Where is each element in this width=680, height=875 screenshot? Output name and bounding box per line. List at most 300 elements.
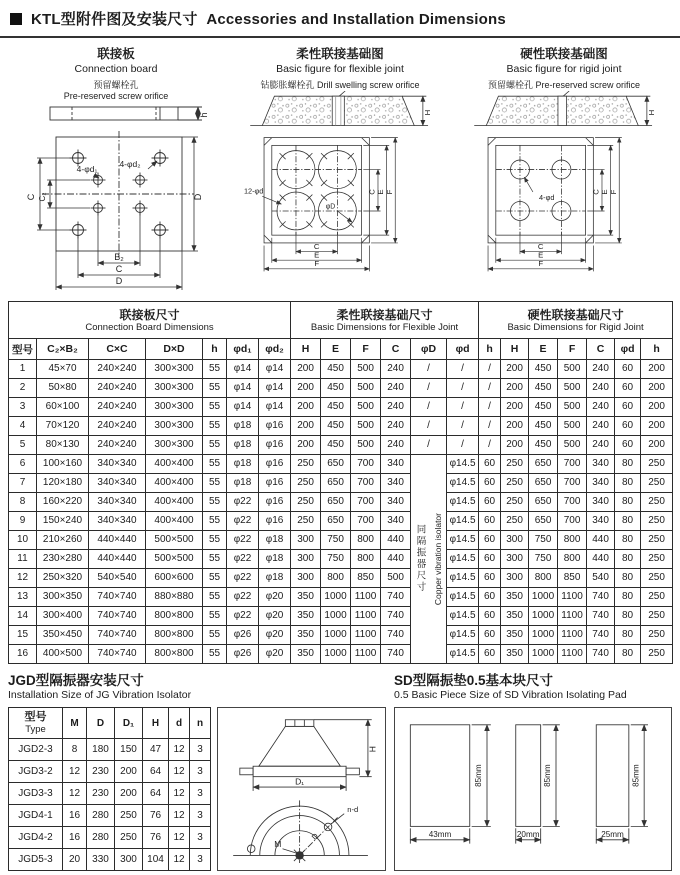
table-cell: / — [479, 360, 501, 379]
holes-label: 12-φd — [243, 186, 264, 196]
page-title-cn: KTL型附件图及安装尺寸 — [31, 11, 198, 28]
table-cell: 8 — [9, 493, 37, 512]
table-cell: / — [411, 398, 447, 417]
table-cell: 500 — [351, 360, 381, 379]
table-cell: φ22 — [227, 607, 259, 626]
note-en: Pre-reserved screw orifice — [535, 80, 641, 90]
table-cell: 80 — [615, 493, 641, 512]
table-cell: 800×800 — [146, 607, 203, 626]
table-cell: 250 — [641, 512, 673, 531]
phi-d-label: φD — [325, 203, 336, 211]
table-cell: 700 — [351, 455, 381, 474]
diagram-flexible-joint — [228, 44, 452, 297]
table-cell: 440×440 — [89, 531, 146, 550]
table-cell: 55 — [203, 645, 227, 664]
table-cell: 55 — [203, 417, 227, 436]
table-cell: 60 — [479, 512, 501, 531]
table-cell: 350 — [501, 645, 529, 664]
table-cell: 64 — [143, 783, 169, 805]
page-header — [0, 0, 680, 33]
table-cell: 1000 — [529, 645, 558, 664]
table-cell: 850 — [351, 569, 381, 588]
table-cell: 200 — [291, 398, 321, 417]
column-header: C×C — [89, 339, 146, 360]
table-cell: 160×220 — [37, 493, 89, 512]
dim-label-c-bottom: C — [313, 241, 320, 251]
column-header: φd₂ — [259, 339, 291, 360]
table-cell: φ14.5 — [447, 645, 479, 664]
jgd-header-row — [9, 708, 211, 739]
table-cell: 240 — [381, 379, 411, 398]
sd-pad2-height-label: 85mm — [543, 764, 553, 787]
holes-label-inner: 4-φd₁ — [76, 164, 98, 174]
table-cell: 340×340 — [89, 512, 146, 531]
table-cell: φ20 — [259, 645, 291, 664]
table-row — [9, 379, 673, 398]
table-cell: 440 — [381, 531, 411, 550]
table-cell: φ14.5 — [447, 550, 479, 569]
table-cell: 240×240 — [89, 417, 146, 436]
table-cell: 250 — [641, 474, 673, 493]
table-cell: 60 — [479, 493, 501, 512]
table-cell: 600×600 — [146, 569, 203, 588]
table-cell: 700 — [351, 493, 381, 512]
note-en: Pre-reserved screw orifice — [63, 91, 169, 101]
note-en: Drill swelling screw orifice — [317, 80, 420, 90]
table-cell: 180 — [87, 739, 115, 761]
table-cell: φ16 — [259, 493, 291, 512]
table-row — [9, 645, 673, 664]
table-cell: 450 — [321, 379, 351, 398]
table-cell: φ14.5 — [447, 493, 479, 512]
table-cell: φ20 — [259, 626, 291, 645]
jgd-column-header: d — [169, 708, 190, 739]
diagram-title-cn: 联接板 — [97, 47, 135, 61]
column-header: 型号 — [9, 339, 37, 360]
table-cell: φ16 — [259, 436, 291, 455]
table-row — [9, 783, 211, 805]
table-cell: φ14.5 — [447, 626, 479, 645]
table-cell: 60 — [479, 569, 501, 588]
table-cell: 80 — [615, 512, 641, 531]
table-cell: / — [411, 436, 447, 455]
column-header: h — [479, 339, 501, 360]
table-cell: 440 — [587, 550, 615, 569]
jgd-section — [8, 672, 386, 871]
main-table-body — [9, 360, 673, 664]
table-cell: 16 — [63, 805, 87, 827]
table-cell: φ14.5 — [447, 588, 479, 607]
table-cell: 1000 — [321, 588, 351, 607]
table-cell: 300 — [115, 849, 143, 871]
table-cell: φ14.5 — [447, 607, 479, 626]
table-cell: 450 — [529, 398, 558, 417]
table-cell: / — [447, 436, 479, 455]
table-cell: φ16 — [259, 512, 291, 531]
page-title — [31, 8, 506, 29]
table-cell: 300×300 — [146, 379, 203, 398]
table-cell: 850 — [558, 569, 587, 588]
table-cell: 340 — [587, 493, 615, 512]
table-cell: 740 — [587, 626, 615, 645]
sd-diagram-box — [394, 707, 672, 871]
table-cell: 500 — [351, 436, 381, 455]
table-cell: φ16 — [259, 455, 291, 474]
table-cell: 450 — [321, 398, 351, 417]
dim-label-h: h — [199, 112, 209, 118]
table-cell: 400×400 — [146, 474, 203, 493]
table-cell: 500 — [351, 398, 381, 417]
table-cell: 80 — [615, 588, 641, 607]
dim-label-e: E — [600, 189, 610, 195]
dim-label-c: C — [367, 189, 377, 195]
table-cell: φ26 — [227, 626, 259, 645]
table-cell: 240 — [587, 417, 615, 436]
table-cell: φ14.5 — [447, 531, 479, 550]
table-cell: / — [479, 417, 501, 436]
dim-label-c: C — [26, 193, 36, 201]
note-cn: 预留螺栓孔 — [93, 80, 139, 90]
table-cell: 55 — [203, 569, 227, 588]
table-cell: 350 — [291, 626, 321, 645]
table-cell: 200 — [501, 436, 529, 455]
table-cell: φ14 — [227, 379, 259, 398]
table-cell: 650 — [321, 512, 351, 531]
table-cell: 740 — [587, 607, 615, 626]
table-cell: φ22 — [227, 569, 259, 588]
table-cell: 7 — [9, 474, 37, 493]
table-cell: / — [447, 398, 479, 417]
table-cell: 280 — [87, 827, 115, 849]
table-cell: 300×300 — [146, 417, 203, 436]
table-cell: 340 — [587, 512, 615, 531]
column-header: D×D — [146, 339, 203, 360]
column-header: E — [529, 339, 558, 360]
table-cell: 250 — [641, 626, 673, 645]
diagram-connection-board — [4, 44, 228, 297]
table-cell: 12 — [169, 739, 190, 761]
table-cell: 80×130 — [37, 436, 89, 455]
group-header-row — [9, 302, 673, 339]
table-cell: 60 — [479, 474, 501, 493]
column-header: h — [641, 339, 673, 360]
table-cell: 740×740 — [89, 645, 146, 664]
table-cell: 80 — [615, 569, 641, 588]
table-cell: 4 — [9, 417, 37, 436]
table-cell: 240 — [381, 436, 411, 455]
table-cell: 440 — [587, 531, 615, 550]
table-cell: 3 — [190, 783, 211, 805]
table-cell: 700 — [558, 474, 587, 493]
table-cell: 740×740 — [89, 607, 146, 626]
table-cell: 400×400 — [146, 512, 203, 531]
sd-title-en: 0.5 Basic Piece Size of SD Vibration Isolating Pad — [394, 689, 627, 701]
table-cell: 1100 — [558, 626, 587, 645]
table-cell: 1100 — [558, 588, 587, 607]
table-cell: φ22 — [227, 531, 259, 550]
table-cell: 740 — [381, 607, 411, 626]
table-cell: 80 — [615, 607, 641, 626]
table-cell: 250 — [501, 474, 529, 493]
table-cell: φ18 — [227, 417, 259, 436]
table-cell: 750 — [321, 531, 351, 550]
table-row — [9, 569, 673, 588]
table-cell: 440×440 — [89, 550, 146, 569]
table-cell: / — [447, 379, 479, 398]
table-cell: 800×800 — [146, 645, 203, 664]
table-cell: φ18 — [259, 550, 291, 569]
diagram-title-en: Basic figure for rigid joint — [506, 63, 622, 75]
bottom-section — [0, 664, 680, 871]
table-cell: 200 — [641, 417, 673, 436]
table-cell: 700 — [351, 512, 381, 531]
sd-pad3-height-label: 85mm — [631, 764, 641, 787]
diagram-title-en: Basic figure for flexible joint — [276, 63, 404, 75]
table-cell: 650 — [529, 512, 558, 531]
table-cell: 240 — [381, 398, 411, 417]
table-cell: 750 — [529, 550, 558, 569]
table-cell: 10 — [9, 531, 37, 550]
table-cell: 500 — [558, 398, 587, 417]
table-cell: 650 — [321, 455, 351, 474]
table-cell: 250 — [115, 827, 143, 849]
table-cell: 1100 — [351, 645, 381, 664]
table-row — [9, 849, 211, 871]
table-cell: 55 — [203, 493, 227, 512]
table-row — [9, 531, 673, 550]
table-cell: φ26 — [227, 645, 259, 664]
table-cell: 250 — [501, 455, 529, 474]
table-cell: 50×80 — [37, 379, 89, 398]
table-cell: 200 — [501, 398, 529, 417]
table-cell: / — [479, 436, 501, 455]
table-cell: 240×240 — [89, 436, 146, 455]
table-cell: 12 — [9, 569, 37, 588]
table-cell: 750 — [321, 550, 351, 569]
column-header-row — [9, 339, 673, 360]
table-cell: 450 — [321, 436, 351, 455]
table-cell: 400×400 — [146, 493, 203, 512]
table-cell: 400×500 — [37, 645, 89, 664]
table-cell: 250 — [641, 607, 673, 626]
diagram-title-en: Connection board — [74, 63, 158, 75]
table-cell: 1000 — [321, 607, 351, 626]
table-cell: 500 — [558, 417, 587, 436]
sd-pad1-width-label: 43mm — [428, 829, 452, 839]
jgd-column-header: D₁ — [115, 708, 143, 739]
table-cell: 1100 — [351, 588, 381, 607]
table-cell: 350×450 — [37, 626, 89, 645]
table-cell: 1100 — [558, 645, 587, 664]
table-cell: 3 — [190, 739, 211, 761]
table-cell: 500 — [381, 569, 411, 588]
dim-label-c-bottom: C — [537, 241, 544, 251]
table-cell: 55 — [203, 455, 227, 474]
table-cell: 104 — [143, 849, 169, 871]
table-cell: φ18 — [259, 569, 291, 588]
table-cell: 300 — [501, 569, 529, 588]
table-cell: 350 — [291, 588, 321, 607]
table-cell: 650 — [321, 474, 351, 493]
table-cell: 1000 — [529, 607, 558, 626]
table-cell: 500 — [558, 360, 587, 379]
table-cell: 60 — [615, 436, 641, 455]
table-cell: 300 — [501, 531, 529, 550]
table-cell: 9 — [9, 512, 37, 531]
table-cell: 740 — [587, 645, 615, 664]
diagram-title-cn: 柔性联接基础图 — [296, 47, 384, 61]
dim-label-f-bottom: F — [538, 259, 544, 269]
table-cell: / — [447, 360, 479, 379]
table-cell: 240 — [587, 360, 615, 379]
table-cell: 80 — [615, 550, 641, 569]
table-cell: 340 — [587, 474, 615, 493]
column-header: F — [351, 339, 381, 360]
table-cell: φ22 — [227, 588, 259, 607]
dim-label-h: H — [422, 109, 432, 116]
table-cell: 450 — [529, 417, 558, 436]
table-cell: 300×300 — [146, 360, 203, 379]
table-row — [9, 827, 211, 849]
table-cell: 740 — [381, 588, 411, 607]
table-cell: 55 — [203, 626, 227, 645]
table-cell: / — [479, 379, 501, 398]
table-cell: φ22 — [227, 512, 259, 531]
dimensions-table — [8, 301, 673, 664]
diagram-strip — [0, 44, 680, 297]
table-cell: 60 — [479, 626, 501, 645]
table-cell: 200 — [501, 360, 529, 379]
table-cell: 1000 — [529, 588, 558, 607]
table-cell: 500×500 — [146, 531, 203, 550]
jgd-dim-h: H — [367, 746, 378, 753]
column-header: C — [587, 339, 615, 360]
table-cell: 200 — [291, 379, 321, 398]
table-cell: 16 — [63, 827, 87, 849]
table-row — [9, 436, 673, 455]
table-cell: 650 — [529, 493, 558, 512]
table-cell: 8 — [63, 739, 87, 761]
table-cell: JGD4-2 — [9, 827, 63, 849]
table-cell: JGD3-3 — [9, 783, 63, 805]
table-cell: φ14.5 — [447, 455, 479, 474]
table-cell: 3 — [190, 827, 211, 849]
table-cell: 300×300 — [146, 436, 203, 455]
table-cell: 350 — [501, 588, 529, 607]
dim-label-d: D — [193, 193, 203, 201]
jgd-title-cn: JGD型隔振器安装尺寸 — [8, 673, 144, 688]
column-header: φd — [615, 339, 641, 360]
table-cell: 800×800 — [146, 626, 203, 645]
table-cell: 340 — [587, 455, 615, 474]
column-header: φd₁ — [227, 339, 259, 360]
table-cell: 250 — [641, 531, 673, 550]
table-cell: 450 — [321, 417, 351, 436]
jgd-diagram-box — [217, 707, 386, 871]
table-cell: 800 — [321, 569, 351, 588]
table-cell: 55 — [203, 531, 227, 550]
table-cell: / — [411, 417, 447, 436]
table-cell: 11 — [9, 550, 37, 569]
jgd-type-header: 型号 Type — [9, 708, 63, 739]
table-row — [9, 550, 673, 569]
table-cell: 700 — [558, 512, 587, 531]
jgd-column-header: n — [190, 708, 211, 739]
table-cell: 6 — [9, 455, 37, 474]
table-cell: 12 — [169, 849, 190, 871]
dim-label-c-bottom: C — [115, 264, 123, 274]
column-header: C — [381, 339, 411, 360]
table-cell: φ14 — [227, 360, 259, 379]
table-cell: 300 — [291, 550, 321, 569]
table-cell: 76 — [143, 827, 169, 849]
table-cell: 240×240 — [89, 398, 146, 417]
table-cell: 450 — [321, 360, 351, 379]
table-cell: 350 — [501, 607, 529, 626]
table-cell: 650 — [529, 455, 558, 474]
table-cell: 60 — [615, 379, 641, 398]
table-cell: φ14 — [259, 398, 291, 417]
table-cell: 250 — [641, 645, 673, 664]
table-cell: 12 — [169, 761, 190, 783]
table-row — [9, 512, 673, 531]
table-cell: 340×340 — [89, 474, 146, 493]
table-cell: 650 — [321, 493, 351, 512]
table-cell: 5 — [9, 436, 37, 455]
table-cell: 3 — [190, 761, 211, 783]
table-cell: 440 — [381, 550, 411, 569]
table-cell: 12 — [169, 805, 190, 827]
note-cn: 预留螺栓孔 — [487, 80, 533, 90]
table-row — [9, 493, 673, 512]
table-cell: φ14.5 — [447, 474, 479, 493]
table-cell: 45×70 — [37, 360, 89, 379]
table-cell: 55 — [203, 360, 227, 379]
group-header-board: 联接板尺寸 Connection Board Dimensions — [9, 302, 291, 339]
column-header: φd — [447, 339, 479, 360]
table-cell: 60×100 — [37, 398, 89, 417]
table-cell: φ14 — [227, 398, 259, 417]
table-cell: 60 — [615, 398, 641, 417]
table-row — [9, 761, 211, 783]
column-header: H — [501, 339, 529, 360]
table-cell: φ16 — [259, 474, 291, 493]
table-cell: 300 — [501, 550, 529, 569]
dim-label-b2: B₂ — [114, 252, 124, 262]
jgd-dim-nd: n-d — [347, 804, 359, 814]
table-cell: φ22 — [227, 550, 259, 569]
table-cell: 340 — [381, 474, 411, 493]
table-cell: 250 — [291, 455, 321, 474]
sd-pad3-width-label: 25mm — [601, 829, 624, 839]
rigid-joint-drawing — [467, 91, 661, 274]
table-cell: 450 — [529, 436, 558, 455]
dim-label-c: C — [591, 189, 601, 195]
table-cell: 340 — [381, 512, 411, 531]
table-cell: 800 — [558, 550, 587, 569]
table-cell: 150×240 — [37, 512, 89, 531]
table-cell: 200 — [641, 379, 673, 398]
group-header-flexible: 柔性联接基础尺寸 Basic Dimensions for Flexible Joint — [291, 302, 479, 339]
table-cell: 60 — [615, 360, 641, 379]
table-cell: 800 — [558, 531, 587, 550]
table-cell: 300 — [291, 531, 321, 550]
table-cell: 500 — [351, 417, 381, 436]
table-cell: 800 — [351, 531, 381, 550]
table-cell: 60 — [479, 531, 501, 550]
table-cell: 1 — [9, 360, 37, 379]
table-cell: 500×500 — [146, 550, 203, 569]
